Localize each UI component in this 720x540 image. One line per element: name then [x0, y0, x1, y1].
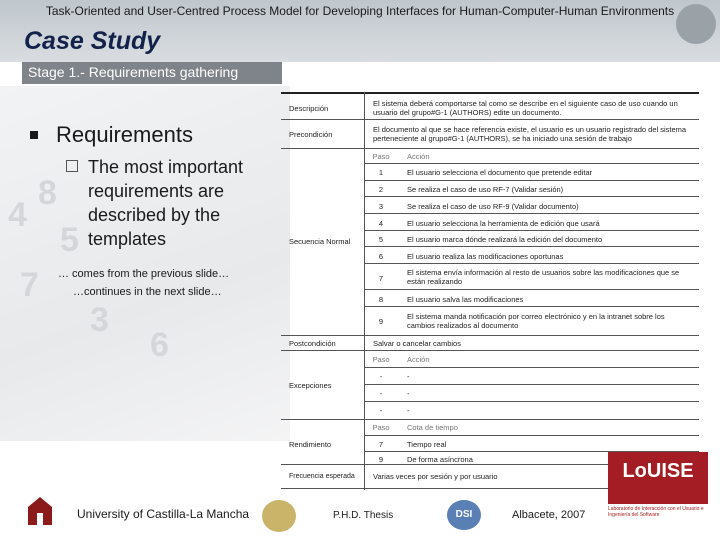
header-paso: Paso: [372, 355, 390, 364]
exception-text: -: [407, 372, 410, 381]
performance-step: 7: [378, 440, 384, 449]
step-number: 5: [378, 235, 384, 244]
label-precondicion: Precondición: [289, 130, 333, 139]
step-text: El usuario salva las modificaciones: [407, 295, 524, 304]
presentation-title: Task-Oriented and User-Centred Process Model for Developing Interfaces for Human-Computer-Human Environments: [45, 4, 675, 18]
step-text: El usuario selecciona la herramienta de edición que usará: [407, 219, 600, 228]
header-accion: Acción: [407, 152, 430, 161]
exception-text: -: [407, 406, 410, 415]
exception-number: -: [379, 406, 383, 415]
step-number: 3: [378, 202, 384, 211]
slide-title: Case Study: [24, 27, 161, 55]
performance-text: Tiempo real: [407, 440, 447, 449]
performance-step: 9: [378, 455, 384, 464]
step-text: El usuario marca dónde realizará la edición del documento: [407, 235, 603, 244]
castle-logo-icon: [24, 495, 56, 529]
step-text: El sistema envía información al resto de usuarios sobre las modificaciones que se están realizando: [407, 268, 680, 286]
background-numbers-art: 4 8 5 7 3 6: [0, 86, 290, 441]
step-number: 8: [378, 295, 384, 304]
sub-bullet-text: The most important requirements are described by the templates: [88, 157, 244, 249]
step-text: Se realiza el caso de uso RF-9 (Validar documento): [407, 202, 579, 211]
label-frecuencia: Frecuencia esperada: [289, 473, 355, 480]
value-frecuencia: Varias veces por sesión y por usuario: [373, 472, 498, 481]
louise-subtitle: Laboratorio de Interacción con el Usuario e Ingeniería del Software: [608, 506, 704, 518]
place-date: Albacete, 2007: [512, 509, 586, 521]
university-seal-icon: [676, 4, 716, 44]
note-next-slide: …continues in the next slide…: [73, 286, 222, 298]
louise-logo: [608, 452, 708, 528]
crest-icon: [262, 500, 296, 532]
header-paso: Paso: [372, 423, 390, 432]
phd-thesis: P.H.D. Thesis: [333, 510, 394, 521]
exception-number: -: [379, 389, 383, 398]
label-postcondicion: Postcondición: [289, 339, 336, 348]
header-paso: Paso: [372, 152, 390, 161]
exception-number: -: [379, 372, 383, 381]
step-number: 9: [378, 317, 384, 326]
step-number: 4: [378, 219, 384, 228]
step-number: 2: [378, 185, 384, 194]
sub-bullet-checkbox-icon: [66, 160, 78, 172]
value-descripcion: El sistema deberá comportarse tal como se describe en el siguiente caso de uso cuando un usuario del grupo#G-1 (AUTHORS) edite un documento.: [373, 99, 678, 117]
step-number: 6: [378, 252, 384, 261]
step-number: 1: [378, 168, 384, 177]
step-text: Se realiza el caso de uso RF-7 (Validar sesión): [407, 185, 564, 194]
step-text: El usuario selecciona el documento que pretende editar: [407, 168, 593, 177]
step-text: El sistema manda notificación por correo electrónico y en la intranet sobre los cambios realizados al documento: [407, 312, 665, 330]
note-previous-slide: … comes from the previous slide…: [58, 268, 230, 280]
bullet-square-icon: [30, 131, 38, 139]
step-number: 7: [378, 274, 384, 283]
header-cota: Cota de tiempo: [407, 423, 458, 432]
header-accion: Acción: [407, 355, 430, 364]
value-precondicion: El documento al que se hace referencia existe, el usuario es un usuario registrado del sistema perteneciente al grupo#G-1 (AUTHORS), se ha iniciado una sesión de trabajo: [373, 125, 687, 143]
requirements-template-table: [281, 92, 699, 490]
value-postcondicion: Salvar o cancelar cambios: [373, 339, 461, 348]
dsi-logo: DSI: [447, 500, 481, 530]
university-name: University of Castilla-La Mancha: [77, 507, 250, 521]
label-excepciones: Excepciones: [289, 381, 332, 390]
requirements-heading: Requirements: [56, 122, 193, 147]
label-secuencia: Secuencia Normal: [289, 237, 351, 246]
louise-name: LoUISE: [622, 460, 694, 482]
performance-text: De forma asíncrona: [407, 455, 473, 464]
label-descripcion: Descripción: [289, 104, 329, 113]
exception-text: -: [407, 389, 410, 398]
step-text: El usuario realiza las modificaciones oportunas: [407, 252, 564, 261]
label-rendimiento: Rendimiento: [289, 440, 332, 449]
stage-title: Stage 1.- Requirements gathering: [28, 64, 239, 80]
